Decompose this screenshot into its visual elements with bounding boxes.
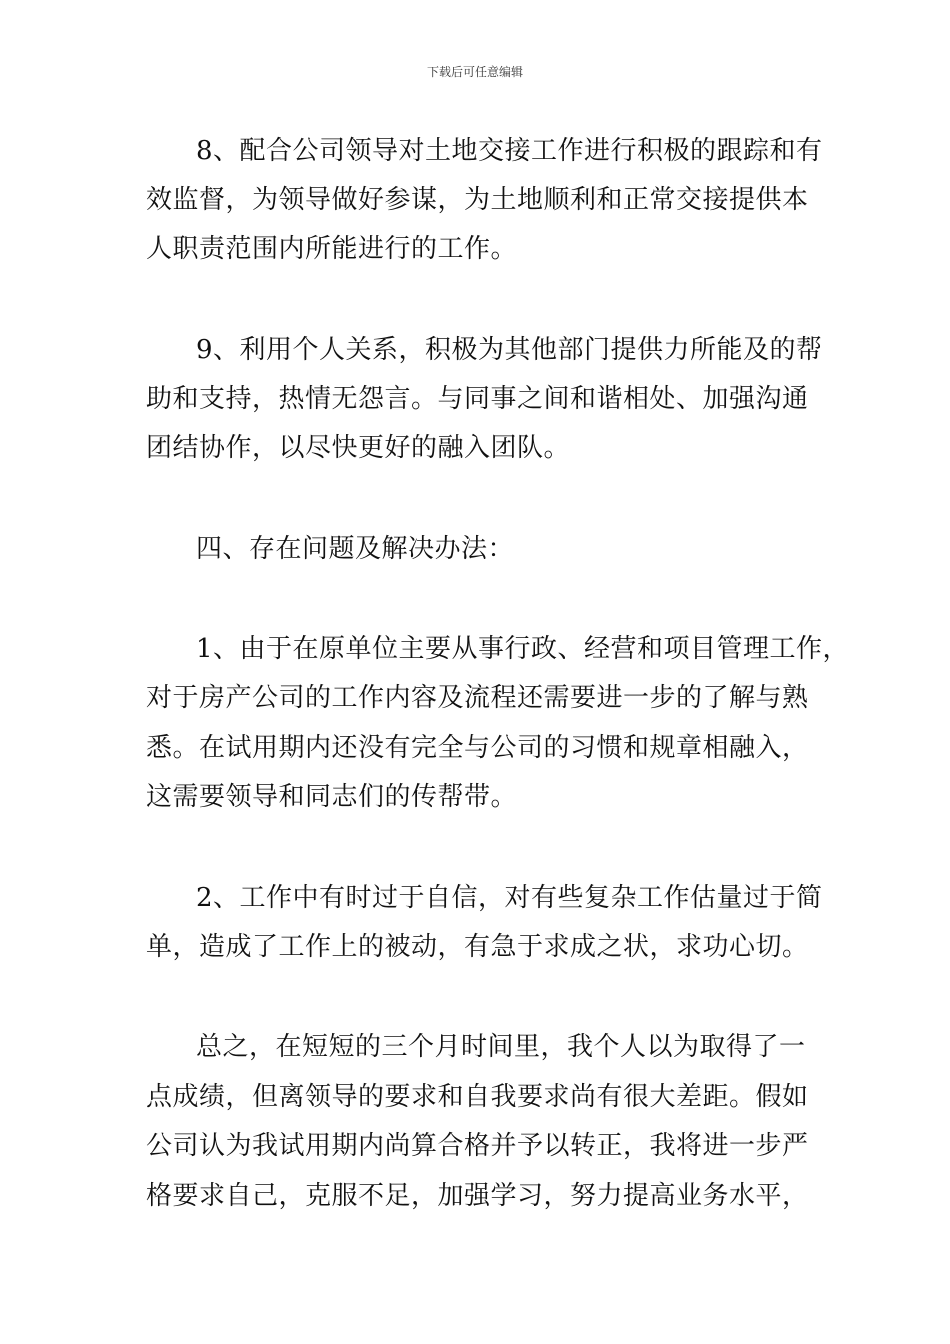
paragraph-line: 2、工作中有时过于自信，对有些复杂工作估量过于简 (196, 883, 823, 913)
paragraph-line: 单，造成了工作上的被动，有急于求成之状，求功心切。 (146, 932, 809, 962)
paragraph-line: 格要求自己，克服不足，加强学习，努力提高业务水平， (146, 1181, 809, 1211)
section-heading: 四、存在问题及解决办法： (196, 534, 515, 564)
paragraph-line: 1、由于在原单位主要从事行政、经营和项目管理工作， (196, 634, 850, 664)
paragraph-line: 9、利用个人关系，积极为其他部门提供力所能及的帮 (196, 335, 823, 365)
paragraph-line: 悉。在试用期内还没有完全与公司的习惯和规章相融入， (146, 733, 809, 763)
paragraph-line: 公司认为我试用期内尚算合格并予以转正，我将进一步严 (146, 1131, 809, 1161)
paragraph-line: 对于房产公司的工作内容及流程还需要进一步的了解与熟 (146, 683, 809, 713)
paragraph-line: 这需要领导和同志们的传帮带。 (146, 782, 518, 812)
paragraph-line: 点成绩，但离领导的要求和自我要求尚有很大差距。假如 (146, 1082, 809, 1112)
paragraph-line: 效监督，为领导做好参谋，为土地顺利和正常交接提供本 (146, 185, 809, 215)
paragraph-line: 人职责范围内所能进行的工作。 (146, 234, 518, 264)
paragraph-line: 助和支持，热情无怨言。与同事之间和谐相处、加强沟通 (146, 384, 809, 414)
page-header: 下载后可任意编辑 (426, 65, 523, 79)
paragraph-line: 团结协作，以尽快更好的融入团队。 (146, 433, 571, 463)
paragraph-line: 总之，在短短的三个月时间里，我个人以为取得了一 (196, 1032, 806, 1062)
paragraph-line: 8、配合公司领导对土地交接工作进行积极的跟踪和有 (196, 136, 823, 166)
